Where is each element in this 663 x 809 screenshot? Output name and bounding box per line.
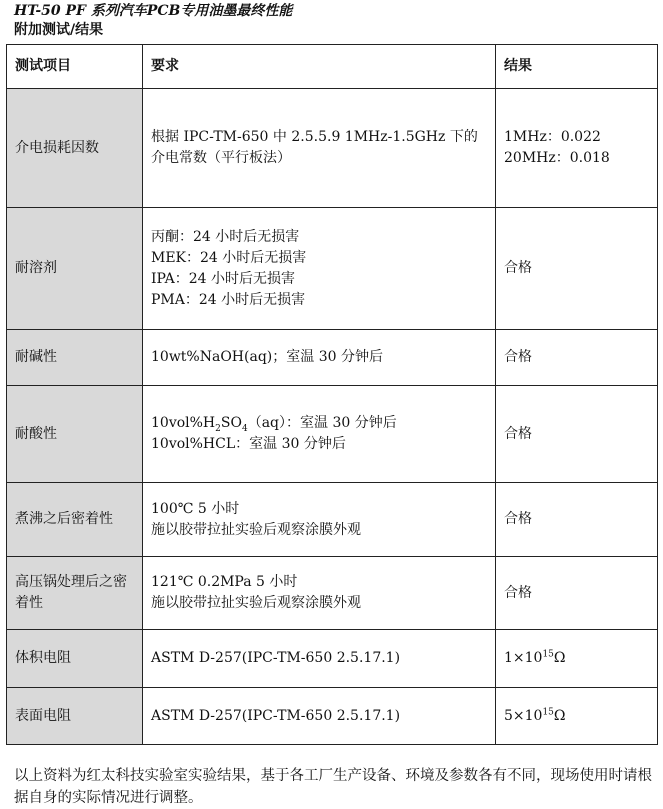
footer-note: 以上资料为红太科技实验室实验结果，基于各工厂生产设备、环境及参数各有不同，现场使用时请根据自身的实际情况进行调整。 <box>14 768 652 806</box>
requirement-text: 根据 IPC-TM-650 中 2.5.5.9 1MHz-1.5GHz 下的介电常数（平行板法） <box>151 129 478 166</box>
requirement-fragment: 10vol%H <box>151 415 216 431</box>
test-requirement <box>143 483 496 557</box>
performance-table <box>6 44 658 745</box>
table-row <box>7 483 658 557</box>
test-requirement <box>143 208 496 330</box>
result-unit: Ω <box>553 707 566 724</box>
subscript: 2 <box>215 423 221 434</box>
document-title: HT-50 PF 系列汽车PCB专用油墨最终性能 <box>14 3 293 19</box>
requirement-line <box>151 413 487 434</box>
requirement-line: 施以胶带拉扯实验后观察涂膜外观 <box>151 595 361 611</box>
test-requirement: ASTM D-257(IPC-TM-650 2.5.17.1) <box>143 630 496 688</box>
requirement-line: PMA：24 小时后无损害 <box>151 291 306 308</box>
column-header-requirement: 要求 <box>143 45 496 89</box>
requirement-fragment: （aq）：室温 30 分钟后 <box>247 415 397 431</box>
requirement-line: MEK：24 小时后无损害 <box>151 249 307 266</box>
test-result: 合格 <box>496 386 658 483</box>
table-header-row <box>7 45 658 89</box>
result-fragment: 1×10 <box>504 650 543 666</box>
test-item: 煮沸之后密着性 <box>7 483 143 557</box>
test-requirement <box>143 557 496 630</box>
result-line: 1MHz：0.022 <box>504 129 601 145</box>
table-row <box>7 557 658 630</box>
table-row <box>7 688 658 745</box>
test-result: 合格 <box>496 208 658 330</box>
table-row <box>7 89 658 208</box>
test-result <box>496 89 658 208</box>
test-requirement: ASTM D-257(IPC-TM-650 2.5.17.1) <box>143 688 496 745</box>
test-item: 介电损耗因数 <box>7 89 143 208</box>
superscript: 15 <box>542 706 554 717</box>
requirement-line: IPA：24 小时后无损害 <box>151 270 296 287</box>
column-header-item: 测试项目 <box>7 45 143 89</box>
table-row <box>7 386 658 483</box>
table-row <box>7 208 658 330</box>
test-item: 表面电阻 <box>7 688 143 745</box>
column-header-result: 结果 <box>496 45 658 89</box>
test-item: 高压锅处理后之密着性 <box>7 557 143 630</box>
superscript: 15 <box>542 649 554 660</box>
test-item: 耐酸性 <box>7 386 143 483</box>
test-item: 体积电阻 <box>7 630 143 688</box>
table-row <box>7 630 658 688</box>
result-fragment: 5×10 <box>504 707 543 724</box>
test-requirement: 10wt%NaOH(aq)；室温 30 分钟后 <box>143 330 496 386</box>
table-row <box>7 330 658 386</box>
test-result <box>496 688 658 745</box>
test-result: 合格 <box>496 557 658 630</box>
result-unit: Ω <box>553 650 566 666</box>
requirement-line: 121℃ 0.2MPa 5 小时 <box>151 574 298 590</box>
test-result: 合格 <box>496 483 658 557</box>
requirement-fragment: SO <box>220 415 242 431</box>
result-line: 20MHz：0.018 <box>504 150 610 166</box>
test-result: 合格 <box>496 330 658 386</box>
requirement-line: 100℃ 5 小时 <box>151 500 240 517</box>
test-result <box>496 630 658 688</box>
test-item: 耐溶剂 <box>7 208 143 330</box>
requirement-line: 丙酮：24 小时后无损害 <box>151 228 300 245</box>
requirement-line: 施以胶带拉扯实验后观察涂膜外观 <box>151 521 361 538</box>
test-requirement <box>143 89 496 208</box>
requirement-line: 10vol%HCL：室温 30 分钟后 <box>151 436 346 452</box>
subscript: 4 <box>241 423 248 434</box>
document-subtitle: 附加测试/结果 <box>14 22 104 38</box>
test-requirement <box>143 386 496 483</box>
test-item: 耐碱性 <box>7 330 143 386</box>
